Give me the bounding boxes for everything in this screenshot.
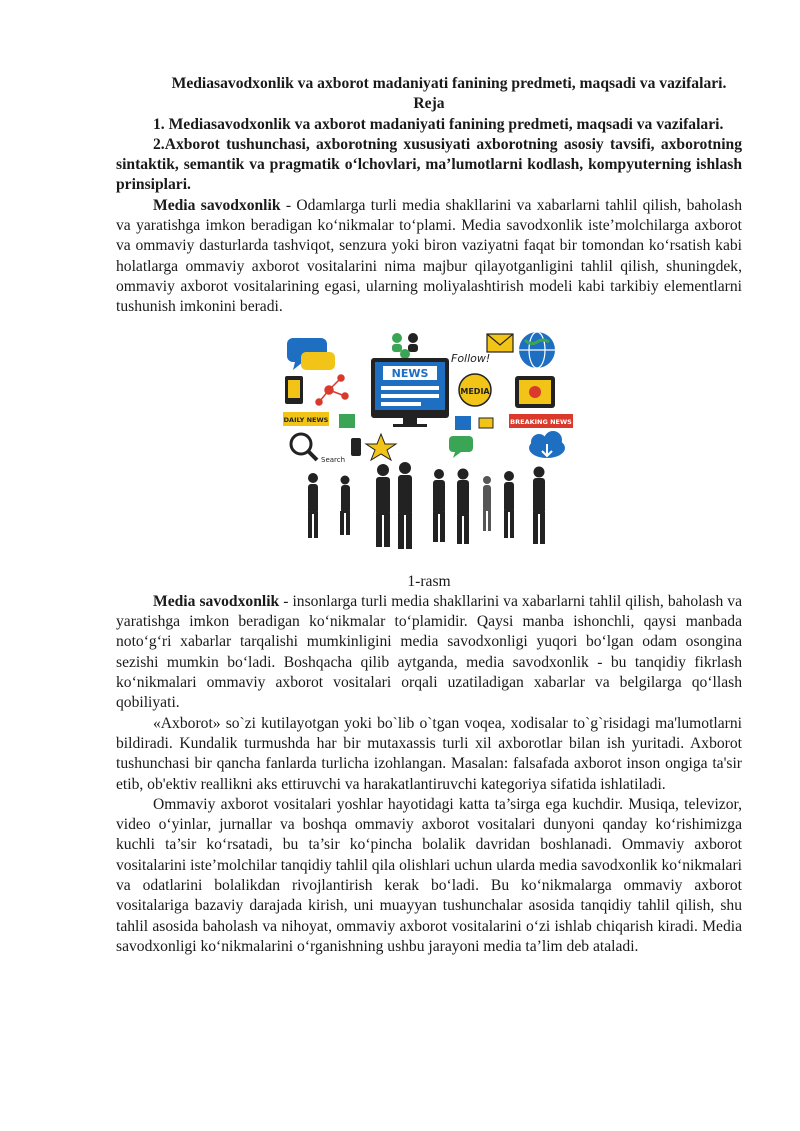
document-page [116, 74, 742, 957]
people-silhouettes [308, 462, 545, 549]
touch-tablet-icon [515, 376, 555, 408]
breaking-news-icon [509, 414, 573, 428]
paragraph-axborot: «Axborot» so`zi kutilayotgan yoki bo`lib o`tgan voqea, xodisalar to`g`risidagi ma'lumotlarni bildiradi. Kundalik turmushda har bir mutaxassis turli xil axborotlar bilan ish yuritadi. Axborot tushunchasi bir qancha fanlarda turlicha izohlangan. Masalan: falsafada axborot inson ongiga ta'sir etib, ob'ektiv reallikni aks ettiruvchi va harakatlantiruvchi kategoriya sifatida ishlatiladi. [116, 714, 742, 793]
news-label: NEWS [391, 366, 429, 380]
daily-news-icon [283, 412, 329, 426]
star-icon [366, 434, 396, 460]
paragraph-ommaviy-axborot: Ommaviy axborot vositalari yoshlar hayotidagi katta ta’sirga ega kuchdir. Musiqa, televizor, video o‘yinlar, jurnallar va boshqa ommaviy axborot vositalari dunyoni qanday ko‘rishimizga kuchli ta’sir ko‘rsatadi, bu ta’sir ko‘pincha bolalik davridan boshlanadi. Ommaviy axborot vositalarini iste’molchilar tanqidiy tahlil qila olishlari uchun ularda media savodxonlik ko‘nikmalari va odatlarini bolalikdan rivojlantirish kerak bo‘ladi. Bu ko‘nikmalarga ommaviy axborot vositalariga bazaviy darajada kirish, uni muayyan tushunchalar asosida tanqidiy tahlil qilish, shu tahlil asosida baholash va nihoyat, ommaviy axborot vositalarini o‘zi ishlab chiqarish kiradi. Media savodxonligi ko‘nikmalarini o‘rganishning ushbu jarayoni media ta’lim deb ataladi. [116, 795, 742, 955]
follow-label: Follow! [451, 351, 491, 365]
term-media-savodxonlik: Media savodxonlik [153, 196, 281, 214]
media-collage-figure [279, 328, 579, 568]
globe-icon [519, 332, 555, 368]
paragraph-text: - Odamlarga turli media shakllarini va xabarlarni tahlil qilish, baholash va yaratishga imkon beradigan ko‘nikmalar to‘plami. Media savodxonlik iste’molchilarga axborot va ommaviy dasturlarda tashviqot, senzura yoki biron vaziyatni faqat bir tomondan ko‘rsatish kabi holatlarga ommaviy axborot vositalarini nima majbur qilayotganligini tahlil qilish, shuningdek, ommaviy axborot vositalarining egasi, ularning moliyalashtirish modeli kabi tarkibiy elementlarni tushunish imkonini beradi. [116, 196, 743, 316]
magnifier-icon [291, 434, 345, 464]
cloud-icon [529, 431, 565, 458]
network-icon [316, 375, 348, 405]
paragraph-media-definition [116, 196, 742, 318]
paragraph-media-definition-2 [116, 592, 742, 714]
media-label: MEDIA [460, 386, 490, 396]
plan-item-2: 2.Axborot tushunchasi, axborotning xususiyati axborotning asosiy tavsifi, axborotning sintaktik, semantik va pragmatik o‘lchovlari, ma’lumotlarni kodlash, kompyuterning ishlash prinsiplari. [116, 135, 742, 194]
daily-news-label: DAILY NEWS [283, 415, 329, 424]
phone-icon [351, 438, 361, 456]
document-title: Mediasavodxonlik va axborot madaniyati fanining predmeti, maqsadi va vazifalari. [171, 75, 727, 92]
search-label: Search [321, 455, 346, 464]
media-badge-icon [459, 374, 491, 406]
breaking-news-label: BREAKING NEWS [510, 417, 572, 426]
tablet-icon [285, 376, 303, 404]
plan-heading: Reja [413, 95, 445, 113]
term-media-savodxonlik-2: Media savodxonlik [153, 592, 280, 610]
paragraph-text: - insonlarga turli media shakllarini va xabarlarni tahlil qilish, baholash va yaratishga imkon beradigan ko‘nikmalar to‘plamidir. Qaysi manba ishonchli, qaysi manbada noto‘g‘ri xabarlar tarqalishi mumkinligini media savodxonligi yuqori bo‘lgan odam osongina sezishi mumkin bo‘ladi. Boshqacha qilib aytganda, media savodxonlik - bu tanqidiy fikrlash ko‘nikmalari ommaviy axborot vositalari orqali uzatiladigan xabarlar va belgilarga qo‘llash qobiliyati. [116, 592, 743, 712]
figure-caption: 1-rasm [407, 572, 451, 590]
comment-icon [449, 436, 473, 458]
envelope-icon [487, 334, 513, 352]
plan-item-1: 1. Mediasavodxonlik va axborot madaniyati fanining predmeti, maqsadi va vazifalari. [153, 115, 724, 133]
monitor-icon [371, 358, 449, 427]
speech-bubble-icon [287, 338, 335, 370]
